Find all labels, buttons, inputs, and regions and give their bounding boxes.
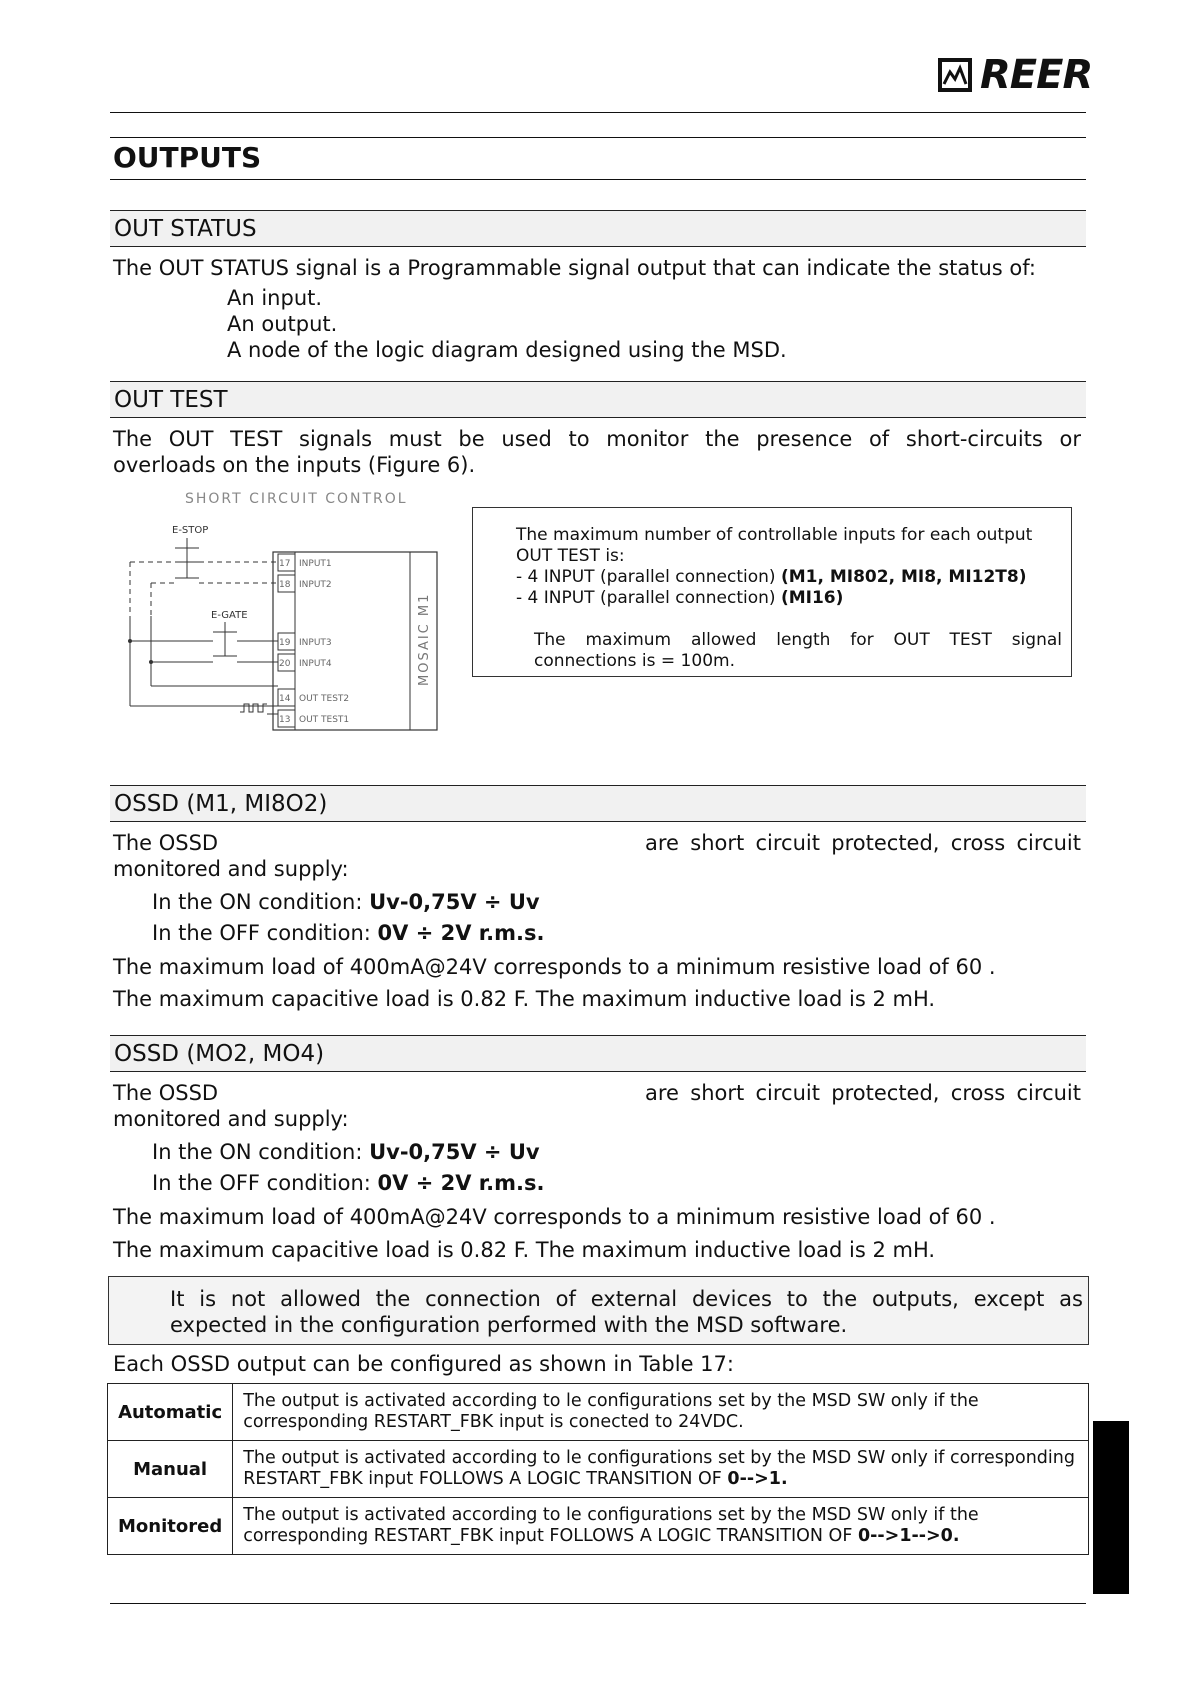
mode-description: The output is activated according to le configurations set by the MSD SW only if the corresponding RESTART_FBK input FOLLOWS A LOGIC TRANSITION OF 0-->1-->0. xyxy=(233,1498,1089,1555)
terminal-number: 18 xyxy=(279,580,291,590)
list-item: A node of the logic diagram designed using the MSD. xyxy=(227,338,787,362)
info-line: OUT TEST is: xyxy=(516,546,625,566)
section-title: OSSD (M1, MI8O2) xyxy=(114,791,328,817)
mode-name: Automatic xyxy=(108,1384,233,1441)
table-row xyxy=(108,1441,1089,1498)
off-condition: In the OFF condition: 0V ÷ 2V r.m.s. xyxy=(152,1171,545,1195)
on-condition: In the ON condition: Uv-0,75V ÷ Uv xyxy=(152,1140,540,1164)
max-load: The maximum load of 400mA@24V corresponds to a minimum resistive load of 60 . xyxy=(113,1205,996,1229)
section-title: OUT STATUS xyxy=(114,216,257,242)
short-circuit-control-diagram xyxy=(125,486,460,731)
title-bottom-rule xyxy=(110,179,1086,180)
info-line: connections is = 100m. xyxy=(534,651,735,671)
info-line: - 4 INPUT (parallel connection) (MI16) xyxy=(516,588,844,608)
on-condition: In the ON condition: Uv-0,75V ÷ Uv xyxy=(152,890,540,914)
terminal-label: INPUT3 xyxy=(299,638,332,648)
header-rule xyxy=(110,112,1086,113)
terminal-label: INPUT1 xyxy=(299,559,332,569)
mode-description: The output is activated according to le configurations set by the MSD SW only if the corresponding RESTART_FBK input is conected to 24VDC. xyxy=(233,1384,1089,1441)
out-test-paragraph-line2: overloads on the inputs (Figure 6). xyxy=(113,453,476,477)
ossd-mode-table xyxy=(107,1383,1089,1555)
table-row xyxy=(108,1498,1089,1555)
egate-label: E-GATE xyxy=(211,610,248,621)
max-load: The maximum load of 400mA@24V corresponds to a minimum resistive load of 60 . xyxy=(113,955,996,979)
brand-name: REER xyxy=(980,52,1093,98)
brand-logo xyxy=(938,52,1093,98)
list-item: An input. xyxy=(227,286,323,310)
out-status-intro: The OUT STATUS signal is a Programmable signal output that can indicate the status of: xyxy=(113,256,1036,280)
terminal-label: INPUT2 xyxy=(299,580,332,590)
page-edge-tab xyxy=(1093,1421,1129,1594)
mode-description: The output is activated according to le configurations set by the MSD SW only if corresponding RESTART_FBK input FOLLOWS A LOGIC TRANSITION OF 0-->1. xyxy=(233,1441,1089,1498)
title-top-rule xyxy=(110,137,1086,138)
ossd-tail: are short circuit protected, cross circuit xyxy=(645,1081,1081,1105)
section-title: OSSD (MO2, MO4) xyxy=(114,1041,325,1067)
warning-line: expected in the configuration performed with the MSD software. xyxy=(170,1313,848,1337)
diagram-title: SHORT CIRCUIT CONTROL xyxy=(185,491,408,507)
info-line: - 4 INPUT (parallel connection) (M1, MI802, MI8, MI12T8) xyxy=(516,567,1027,587)
info-line: The maximum number of controllable inputs for each output xyxy=(516,525,1033,545)
capacitive-load: The maximum capacitive load is 0.82 F. The maximum inductive load is 2 mH. xyxy=(113,987,936,1011)
table-intro: Each OSSD output can be configured as shown in Table 17: xyxy=(113,1352,734,1376)
module-label: MOSAIC M1 xyxy=(417,592,432,686)
module-outline xyxy=(273,552,437,730)
terminal-number: 17 xyxy=(279,559,291,569)
section-header-out-test xyxy=(110,381,1086,418)
terminal-number: 20 xyxy=(279,659,291,669)
ossd-line2: monitored and supply: xyxy=(113,1107,349,1131)
info-line: The maximum allowed length for OUT TEST signal xyxy=(534,630,1062,650)
mode-name: Manual xyxy=(108,1441,233,1498)
terminal-number: 19 xyxy=(279,638,291,648)
section-header-out-status xyxy=(110,210,1086,247)
estop-label: E-STOP xyxy=(172,525,209,536)
off-condition: In the OFF condition: 0V ÷ 2V r.m.s. xyxy=(152,921,545,945)
ossd-lead: The OSSD xyxy=(113,1081,219,1105)
logo-mark-icon xyxy=(938,58,972,92)
ossd-line2: monitored and supply: xyxy=(113,857,349,881)
capacitive-load: The maximum capacitive load is 0.82 F. The maximum inductive load is 2 mH. xyxy=(113,1238,936,1262)
out-test-info-box xyxy=(472,507,1072,677)
mode-name: Monitored xyxy=(108,1498,233,1555)
warning-line: It is not allowed the connection of external devices to the outputs, except as xyxy=(170,1287,1083,1311)
terminal-label: OUT TEST2 xyxy=(299,694,350,704)
warning-box xyxy=(108,1276,1089,1345)
terminal-number: 13 xyxy=(279,715,291,725)
footer-rule xyxy=(110,1603,1086,1604)
ossd-tail: are short circuit protected, cross circuit xyxy=(645,831,1081,855)
section-header-ossd-mo2 xyxy=(110,1035,1086,1072)
section-title: OUT TEST xyxy=(114,387,228,413)
ossd-lead: The OSSD xyxy=(113,831,219,855)
terminal-label: OUT TEST1 xyxy=(299,715,350,725)
out-test-paragraph-line1: The OUT TEST signals must be used to monitor the presence of short-circuits or xyxy=(113,427,1081,451)
pulse-signal-icon xyxy=(240,704,267,712)
terminal-label: INPUT4 xyxy=(299,659,332,669)
table-row xyxy=(108,1384,1089,1441)
terminal-number: 14 xyxy=(279,694,291,704)
page-title: OUTPUTS xyxy=(113,141,262,174)
list-item: An output. xyxy=(227,312,338,336)
section-header-ossd-m1 xyxy=(110,785,1086,822)
